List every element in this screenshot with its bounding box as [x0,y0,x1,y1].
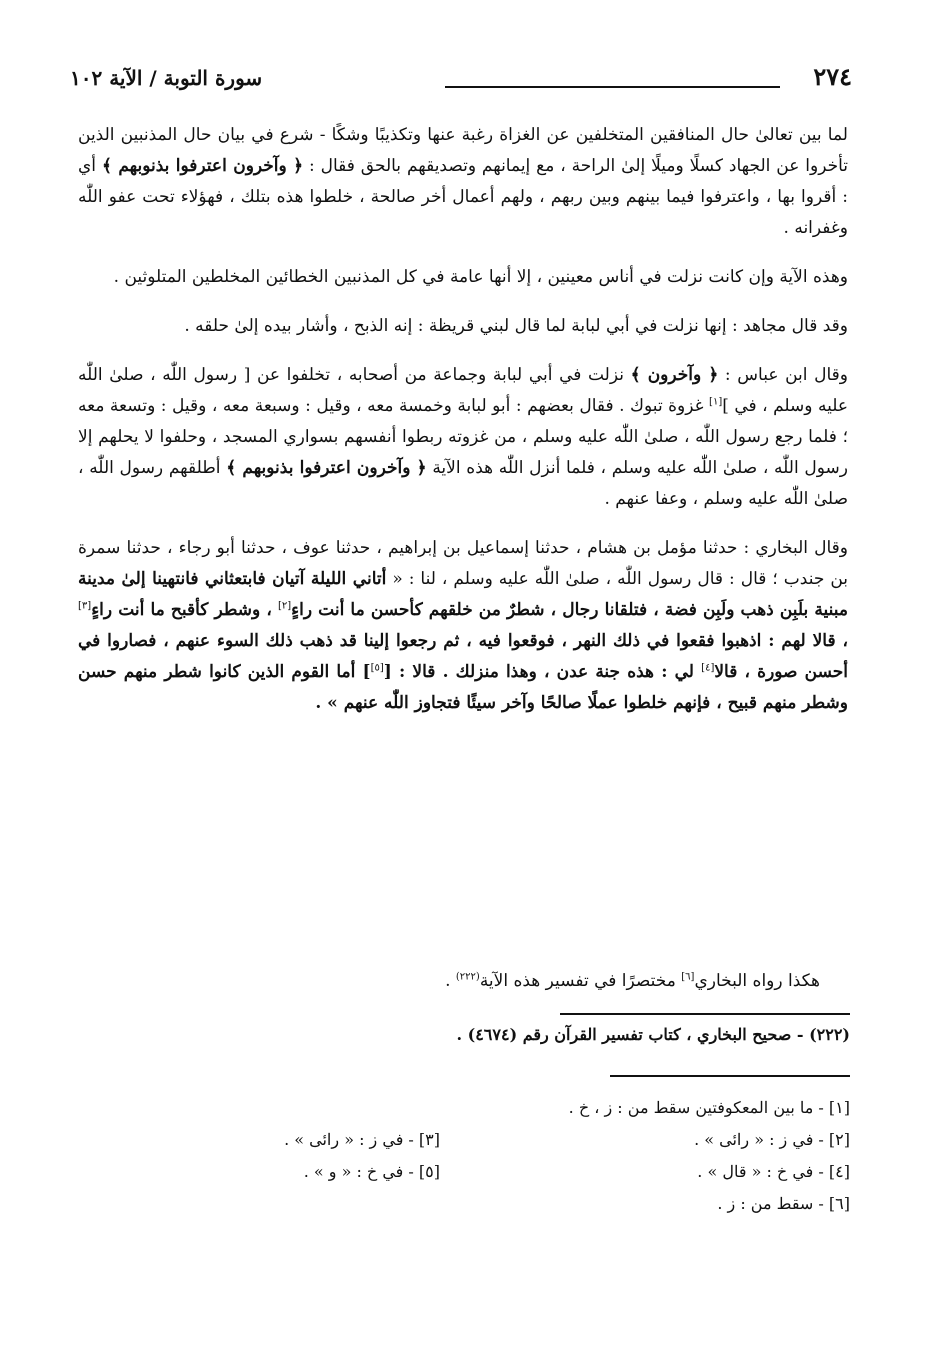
paragraph-4 [78,360,848,515]
hadith-text: أتاني الليلة آتيان فابتعثاني فانتهينا إلىٰ مدينة مبنية بلَبِن ذهب ولَبِن فضة ، فتلقانا رجال ، شطرٌ من خلقهم كأحسن ما أنت راءٍ [78,569,848,620]
footnote-marker: [٣] [78,600,92,612]
footnote-marker: [٦] [681,971,695,983]
footnote-marker: [٤] [701,662,715,674]
variant-note: [٣] - في ز : « رائى » . [284,1130,440,1149]
text-run: لما بين تعالىٰ حال المنافقين المتخلفين عن الغزاة رغبة عنها وتكذيبًا وشكًا - شرع في بيان حال المذنبين الذين تأخروا عن الجهاد كسلًا وميلًا إلىٰ الراحة ، مع إيمانهم وتصديقهم بالحق فقال : [78,125,848,176]
variant-row [240,1156,850,1188]
variant-row [240,1188,850,1220]
variant-note: [٥] - في خ : « و » . [303,1162,440,1181]
editor-footnote: (٢٢٢) - صحيح البخاري ، كتاب تفسير القرآن رقم (٤٦٧٤) . [456,1025,850,1044]
header-rule [445,86,780,88]
paragraph-3: وقد قال مجاهد : إنها نزلت في أبي لبابة لما قال لبني قريظة : إنه الذبح ، وأشار بيده إلىٰ حلقه . [184,316,848,336]
variants-divider [610,1075,850,1077]
closing-line [300,966,820,996]
variant-note: [٤] - في خ : « قال » . [697,1162,850,1181]
variant-note: [٢] - في ز : « رائى » . [694,1130,850,1149]
paragraph-2: وهذه الآية وإن كانت نزلت في أناس معينين ، إلا أنها عامة في كل المذنبين الخطائين المخلطين المتلوثين . [113,267,848,287]
variant-row [240,1124,850,1156]
paragraph-5 [78,533,848,719]
text-run: وقال ابن عباس : [718,365,848,385]
text-run: هكذا رواه البخاري [694,971,820,991]
text-run: » . [315,693,344,713]
hadith-text: ، وشطر كأقبح ما أنت راءٍ [91,600,278,620]
manuscript-variants [240,1092,850,1220]
variant-note: [١] - ما بين المعكوفتين سقط من : ز ، خ . [568,1098,850,1117]
variant-row [240,1092,850,1124]
text-run: أطلقهم رسول اللّٰه ، صلىٰ اللّٰه عليه وسلم ، وعفا عنهم . [78,458,848,509]
running-title: سورة التوبة / الآية ١٠٢ [70,66,263,90]
paragraph-1 [78,120,848,244]
hadith-text: لي : هذه جنة عدن ، وهذا منزلك . قالا : [ [383,662,702,682]
page-header [70,56,860,100]
text-run: غزوة تبوك . فقال بعضهم : أبو لبابة وخمسة معه ، وقيل : وسبعة معه ، وقيل : وتسعة معه ؛ فلما رجع رسول اللّٰه ، صلىٰ اللّٰه عليه وسلم ، من غزوته ربطوا أنفسهم بسواري المسجد ، وحلفوا لا يحلهم إلا رسول اللّٰه ، صلىٰ اللّٰه عليه وسلم ، فلما أنزل اللّٰه هذه الآية [78,396,849,478]
quran-quote: ﴿ وآخرون ﴾ [630,365,719,385]
quran-quote: ﴿ وآخرون اعترفوا بذنوبهم ﴾ [101,156,304,176]
page-number: ٢٧٤ [813,62,852,91]
editor-footnote-ref: (٢٢٢) [455,971,480,983]
footnote-marker: [٥] [370,662,384,674]
text-run: أي : أقروا بها ، واعترفوا فيما بينهم وبين ربهم ، ولهم أعمال أخر صالحة ، خلطوا هذه بتلك ، فهؤلاء تحت عفو اللّٰه وغفرانه . [78,156,848,238]
variant-note: [٦] - سقط من : ز . [717,1194,850,1213]
footnote-marker: [١] [709,396,723,408]
text-run: مختصرًا في تفسير هذه الآية [479,971,682,991]
text-run: وقال البخاري : حدثنا مؤمل بن هشام ، حدثنا إسماعيل بن إبراهيم ، حدثنا عوف ، حدثنا أبو رجاء ، حدثنا سمرة بن جندب ؛ قال : قال رسول اللّٰه ، صلىٰ اللّٰه عليه وسلم ، لنا : « [78,538,848,589]
footnote-divider [560,1013,850,1015]
text-run: نزلت في أبي لبابة وجماعة من أصحابه ، تخلفوا عن [ رسول اللّٰه ، صلىٰ اللّٰه عليه وسلم ، في ] [78,365,848,416]
text-run: . [445,971,456,991]
footnote-marker: [٢] [277,600,292,612]
hadith-text: ] أما القوم الذين كانوا شطر منهم حسن وشطر منهم قبيح ، فإنهم خلطوا عملًا صالحًا وآخر سيئًا فتجاوز اللّٰه عنهم [78,662,848,713]
quran-quote: ﴿ وآخرون اعترفوا بذنوبهم ﴾ [226,458,427,478]
main-text [78,120,848,737]
hadith-text: ، قالا لهم : اذهبوا فقعوا في ذلك النهر ، فوقعوا فيه ، ثم رجعوا إلينا قد ذهب ذلك السوء عنهم ، فصاروا في أحسن صورة ، قالا [78,631,848,682]
